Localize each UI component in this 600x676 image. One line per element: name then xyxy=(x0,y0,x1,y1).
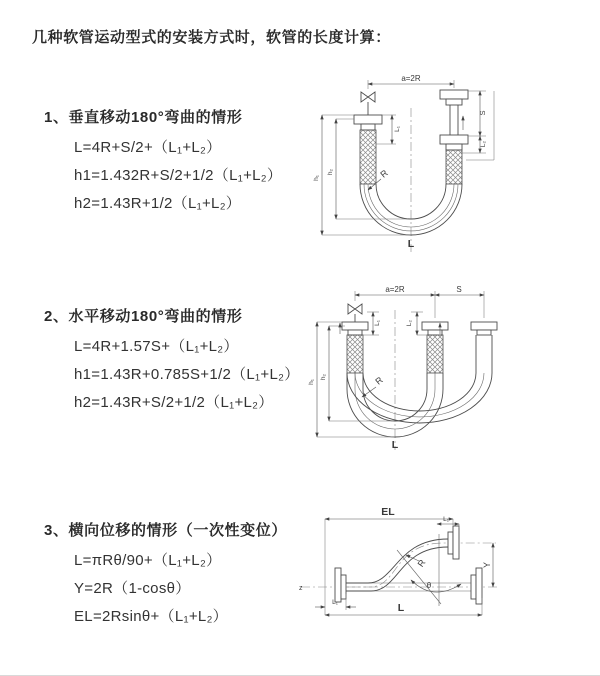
hose-assembly-right xyxy=(440,90,468,184)
dimension-s xyxy=(468,91,487,136)
dim-label-h1: h₁ xyxy=(313,175,320,181)
dim-label-l2: L₂ xyxy=(406,319,413,327)
formula-line: L=πRθ/90+（L₁+L₂） xyxy=(74,552,222,569)
formula-line: h1=1.432R+S/2+1/2（L₁+L₂） xyxy=(74,167,283,184)
page-title: 几种软管运动型式的安装方式时，软管的长度计算： xyxy=(32,29,391,46)
dim-label-l1: L₁ xyxy=(443,516,449,523)
dim-label-r: R xyxy=(378,167,390,180)
diagram-horizontal-180 xyxy=(305,282,597,460)
diagram-lateral xyxy=(293,498,600,663)
dim-label-l1: L₁ xyxy=(394,126,401,132)
formula-line: EL=2Rsinθ+（L₁+L₂） xyxy=(74,608,228,625)
formula-line: h2=1.43R+1/2（L₁+L₂） xyxy=(74,195,242,212)
dim-label-l1: L₁ xyxy=(374,320,381,326)
valve-icon xyxy=(348,304,362,322)
section-horizontal-180 xyxy=(44,305,300,417)
radius-leader xyxy=(406,555,428,569)
dimension-s xyxy=(435,285,484,295)
dim-label-l: L xyxy=(397,602,405,614)
hose-u-bend-position2 xyxy=(347,373,492,423)
hose-assembly-left xyxy=(354,115,382,184)
section-lateral xyxy=(44,519,287,631)
dim-label-l1: L₁ xyxy=(332,599,338,606)
dimension-l2 xyxy=(462,91,494,160)
diagram-vertical-180 xyxy=(308,70,578,260)
dim-label-span: a=2R xyxy=(385,285,405,294)
angle-label-theta: θ xyxy=(426,581,432,590)
dim-label-el: EL xyxy=(381,506,395,518)
flange-left xyxy=(335,568,346,602)
hose-assembly-middle xyxy=(422,322,448,373)
dim-label-h2: h₂ xyxy=(327,168,334,176)
dim-label-s: S xyxy=(456,285,462,294)
dim-label-s: S xyxy=(478,110,487,116)
section-2-heading: 2、水平移动180°弯曲的情形 xyxy=(44,308,243,325)
dimension-span xyxy=(355,285,484,318)
formula-line: h2=1.43R+S/2+1/2（L₁+L₂） xyxy=(74,394,274,411)
dim-label-r: R xyxy=(373,374,385,387)
break-mark: z xyxy=(299,585,303,592)
dim-label-span: a=2R xyxy=(401,74,421,83)
formula-line: L=4R+1.57S+（L₁+L₂） xyxy=(74,338,239,355)
dim-label-h1: h₁ xyxy=(308,379,315,385)
hose-assembly-left xyxy=(342,322,368,373)
dim-label-y: Y xyxy=(482,561,492,569)
radius-leader xyxy=(362,374,385,397)
formula-line: h1=1.43R+0.785S+1/2（L₁+L₂） xyxy=(74,366,300,383)
section-vertical-180 xyxy=(44,106,282,218)
section-1-formulas xyxy=(44,134,282,218)
dim-label-r: R xyxy=(415,557,428,569)
dim-label-l: L xyxy=(407,238,415,250)
valve-icon xyxy=(361,92,375,115)
section-3-heading: 3、横向位移的情形（一次性变位） xyxy=(44,522,287,539)
formula-line: Y=2R（1-cosθ） xyxy=(74,580,191,597)
hose-assembly-right xyxy=(471,322,497,373)
dimension-l xyxy=(325,598,482,615)
dim-label-l2: L₂ xyxy=(480,140,487,148)
section-2-formulas xyxy=(44,333,300,417)
section-1-heading: 1、垂直移动180°弯曲的情形 xyxy=(44,109,243,126)
dim-label-h2: h₂ xyxy=(320,373,327,381)
dimension-y xyxy=(482,543,493,587)
dim-label-l: L xyxy=(391,439,399,451)
pipe-original-position xyxy=(346,568,482,604)
dimension-span xyxy=(368,74,454,89)
hose-displaced xyxy=(346,526,459,591)
formula-line: L=4R+S/2+（L₁+L₂） xyxy=(74,139,222,156)
section-3-formulas xyxy=(44,547,287,631)
